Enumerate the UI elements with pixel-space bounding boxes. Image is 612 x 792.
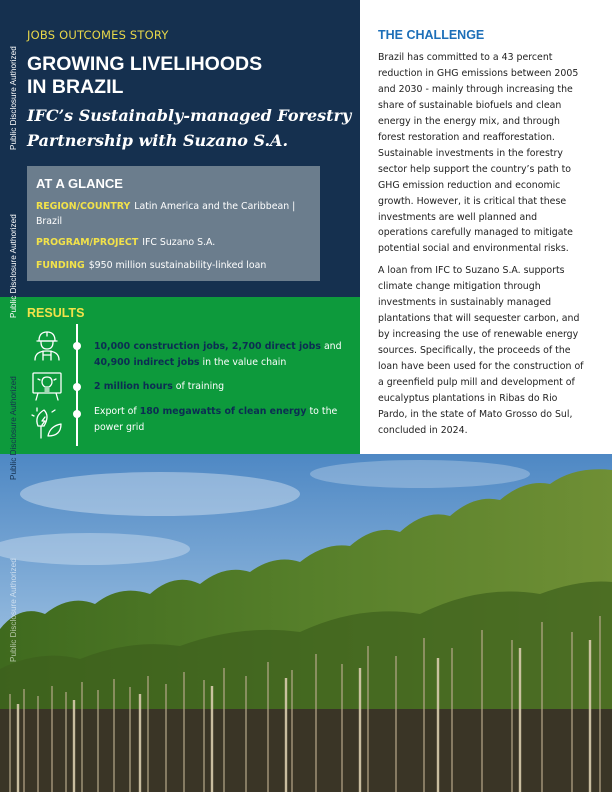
eucalyptus-forest-photo	[0, 454, 612, 792]
result-text: and	[323, 341, 342, 352]
challenge-heading: THE CHALLENGE	[378, 28, 485, 42]
result-highlight: 40,900 indirect jobs	[94, 357, 200, 368]
disclosure-watermark: Public Disclosure Authorized	[9, 46, 18, 150]
title-line-2: IN BRAZIL	[27, 76, 124, 98]
result-highlight: 2 million hours	[94, 381, 173, 392]
disclosure-watermark: Public Disclosure Authorized	[9, 376, 18, 480]
challenge-paragraph-1: Brazil has committed to a 43 percent reduction in GHG emissions between 2005 and 2030 - mainly through increasing the share of sustainable biofuels and clean energy in the energy mix, and through forest restoration and reafforestation. Sustainable investments in the forestry sector help support the country’s path to GHG emission reduction and economic growth. However, it is critical that these investments are well planned and operations carefully managed to mitigate potential social and environmental risks.	[378, 52, 579, 255]
glance-row-program	[36, 235, 314, 250]
result-text: in the value chain	[202, 357, 287, 368]
results-title: RESULTS	[27, 306, 85, 320]
result-text: of training	[175, 381, 225, 392]
result-highlight: 10,000 construction jobs, 2,700 direct jobs	[94, 341, 321, 352]
glance-label: PROGRAM/PROJECT	[36, 237, 139, 248]
story-type-label: JOBS OUTCOMES STORY	[27, 28, 169, 42]
page-subtitle: IFC’s Sustainably-managed Forestry Partnership with Suzano S.A.	[27, 106, 352, 150]
timeline-dot	[73, 410, 81, 418]
glance-value: Latin America and the Caribbean | Brazil	[36, 201, 296, 227]
challenge-paragraph-2: A loan from IFC to Suzano S.A. supports climate change mitigation through investments in sustainably managed plantations that will sequester carbon, and by increasing the use of renewable energy sources. Specifically, the proceeds of the loan have been used for the construction of a greenfield pulp mill and development of eucalyptus plantations in Ribas do Rio Pardo, in the state of Mato Grosso do Sul, concluded in 2024.	[378, 265, 584, 436]
glance-value: IFC Suzano S.A.	[142, 237, 216, 248]
result-text: Export of	[94, 406, 137, 417]
glance-label: REGION/COUNTRY	[36, 201, 131, 212]
disclosure-watermark: Public Disclosure Authorized	[9, 214, 18, 318]
title-line-1: GROWING LIVELIHOODS	[27, 53, 263, 75]
construction-worker-icon	[30, 327, 64, 361]
glance-label: FUNDING	[36, 260, 85, 271]
training-lightbulb-icon	[30, 369, 64, 403]
renewable-energy-icon	[30, 406, 64, 440]
result-item-jobs	[94, 339, 344, 371]
at-a-glance-title: AT A GLANCE	[36, 176, 123, 191]
glance-value: $950 million sustainability-linked loan	[88, 260, 267, 271]
timeline-dot	[73, 383, 81, 391]
result-highlight: 180 megawatts of clean energy	[139, 406, 307, 417]
result-text: to the power grid	[94, 406, 338, 433]
at-a-glance-box	[27, 166, 320, 281]
page-title	[27, 53, 347, 99]
glance-row-region	[36, 199, 314, 229]
glance-row-funding	[36, 258, 314, 273]
result-item-training	[94, 379, 344, 395]
timeline-dot	[73, 342, 81, 350]
disclosure-watermark: Public Disclosure Authorized	[9, 558, 18, 662]
result-item-energy	[94, 404, 344, 436]
